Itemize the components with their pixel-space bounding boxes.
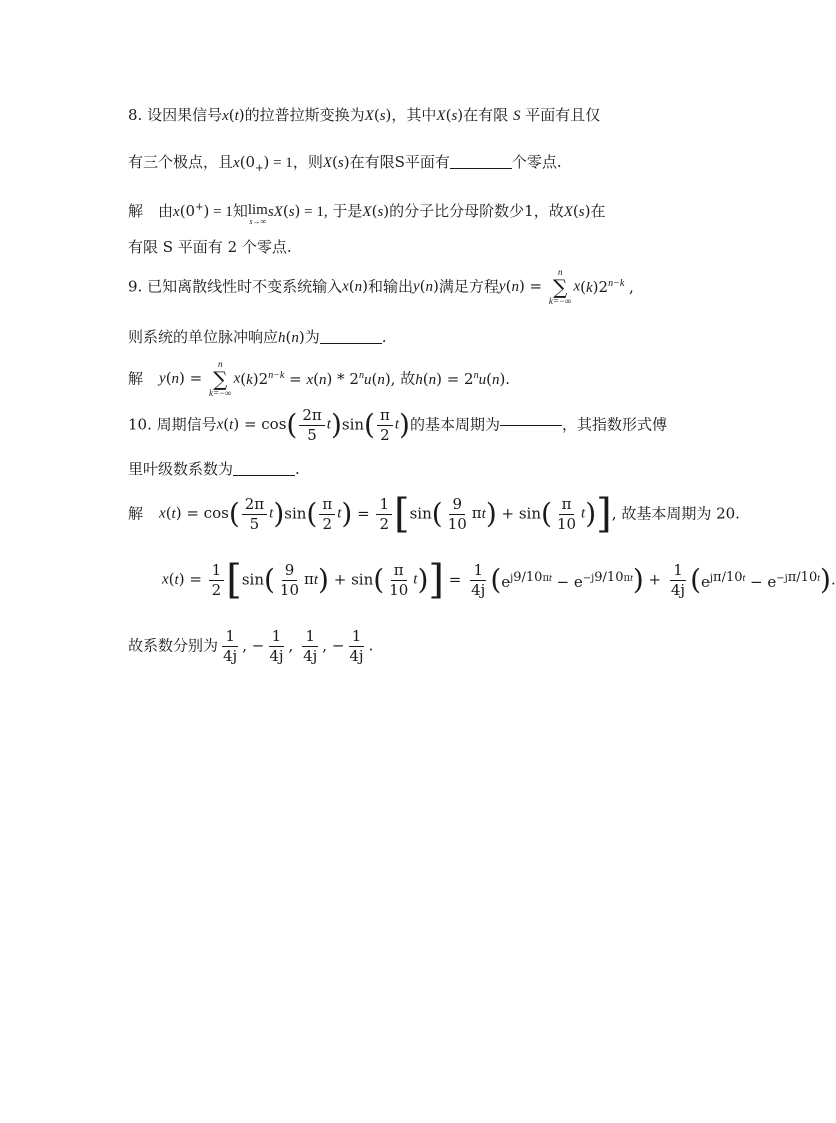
- q8-text: 8. 设因果信号: [128, 106, 223, 124]
- q9-solution: 解 y(n) = n ∑ k=−∞ $x(k)2^{n-k} = x(n) * 2^nu(n)$, 故$h(n) = 2^nu(n)$.: [128, 359, 511, 398]
- answer-blank: [500, 425, 562, 426]
- q9-text: 和输出: [367, 277, 413, 296]
- q8-text: S: [512, 108, 521, 124]
- q9-text: 故: [400, 369, 416, 388]
- q10-line-2: 里叶级数系数为 .: [128, 460, 300, 478]
- q9-text: 解: [128, 369, 144, 388]
- q8-text: 有限 S 平面有 2 个零点.: [128, 238, 292, 256]
- q8-text: 的分子比分母阶数少1，故: [389, 202, 564, 220]
- q10-line-1: 10. 周期信号x(t) = cos( $\frac{2\pi}{5}$ t)sin( $\frac{\pi}{2}$ t)的基本周期为 ，其指数形式傅: [128, 406, 667, 444]
- q8-text: ，则: [292, 153, 323, 171]
- q8-text: 的拉普拉斯变换为: [244, 106, 365, 124]
- answer-blank: [450, 168, 512, 169]
- q9-text: 则系统的单位脉冲响应: [128, 328, 279, 346]
- q8-text: 有三个极点，且: [128, 153, 234, 171]
- q8-text: 在有限S平面有: [349, 153, 450, 171]
- q8-text: 在: [590, 202, 606, 220]
- q10-solution-line-1: 解 x(t) = cos( $\frac{2\pi}{5}$ t)sin( $\frac{\pi}{2}$ t) = $\frac{1}{2}$ [sin( $\frac{9}{10}$ πt) + sin( $\frac{\pi}{10}$ t)], 故基本周期为 20.: [128, 491, 740, 537]
- q8-solution-line-1: 解 由x(0+) = 1知 lim s→∞ sX(s) = 1, 于是X(s)的分子比分母阶数少1，故X(s)在: [128, 202, 606, 226]
- q10-text: 的基本周期为: [409, 415, 500, 434]
- q8-text: 解 由: [128, 202, 174, 220]
- q9-line-1: 9. 已知离散线性时不变系统输入x(n)和输出y(n)满足方程y(n) = n ∑ k=−∞ $x(k)2^{n-k}$ ,: [128, 267, 634, 306]
- q8-line-2: 有三个极点，且$x(0_+) = 1$，则X(s)在有限S平面有 个零点.: [128, 153, 562, 174]
- q10-text: 10. 周期信号: [128, 415, 217, 434]
- q8-line-1: 8. 设因果信号x(t)的拉普拉斯变换为X(s)，其中X(s)在有限 S 平面有且仅: [128, 106, 601, 124]
- q10-text: 里叶级数系数为: [128, 460, 234, 478]
- q8-text: 个零点.: [511, 153, 562, 171]
- answer-blank: [233, 475, 295, 476]
- q10-solution-line-3: 故系数分别为 $\frac{1}{4j}$ , − $\frac{1}{4j}$ , $\frac{1}{4j}$ , − $\frac{1}{4j}$ .: [128, 627, 374, 665]
- q9-text: 为: [304, 328, 320, 346]
- q8-text: 在有限: [463, 106, 509, 124]
- q10-text: 故系数分别为: [128, 636, 219, 655]
- q8-solution-line-2: [128, 240, 292, 255]
- q8-text: 于是: [332, 202, 363, 220]
- q9-text: 满足方程: [438, 277, 499, 296]
- q10-solution-line-2: x(t) = $\frac{1}{2}$ [sin( $\frac{9}{10}$ πt) + sin( $\frac{\pi}{10}$ t)] = $\frac{1}{4j}$ $(e^{j9/10\pi t} - e^{-j9/10\pi t})$ + $\frac{1}{4j}$ $(e^{j\pi/10t} - e^{-j\pi/10t})$.: [162, 557, 836, 603]
- q10-text: 解: [128, 504, 144, 523]
- q8-text: ，其中: [391, 106, 437, 124]
- q8-text: 平面有且仅: [525, 106, 601, 124]
- q9-text: 9. 已知离散线性时不变系统输入: [128, 277, 343, 296]
- q10-text: ，其指数形式傅: [561, 415, 667, 434]
- q8-text: 知: [232, 202, 248, 220]
- q9-line-2: 则系统的单位脉冲响应h(n)为 .: [128, 328, 387, 346]
- q10-text: 故基本周期为 20.: [621, 504, 740, 523]
- answer-blank: [320, 343, 382, 344]
